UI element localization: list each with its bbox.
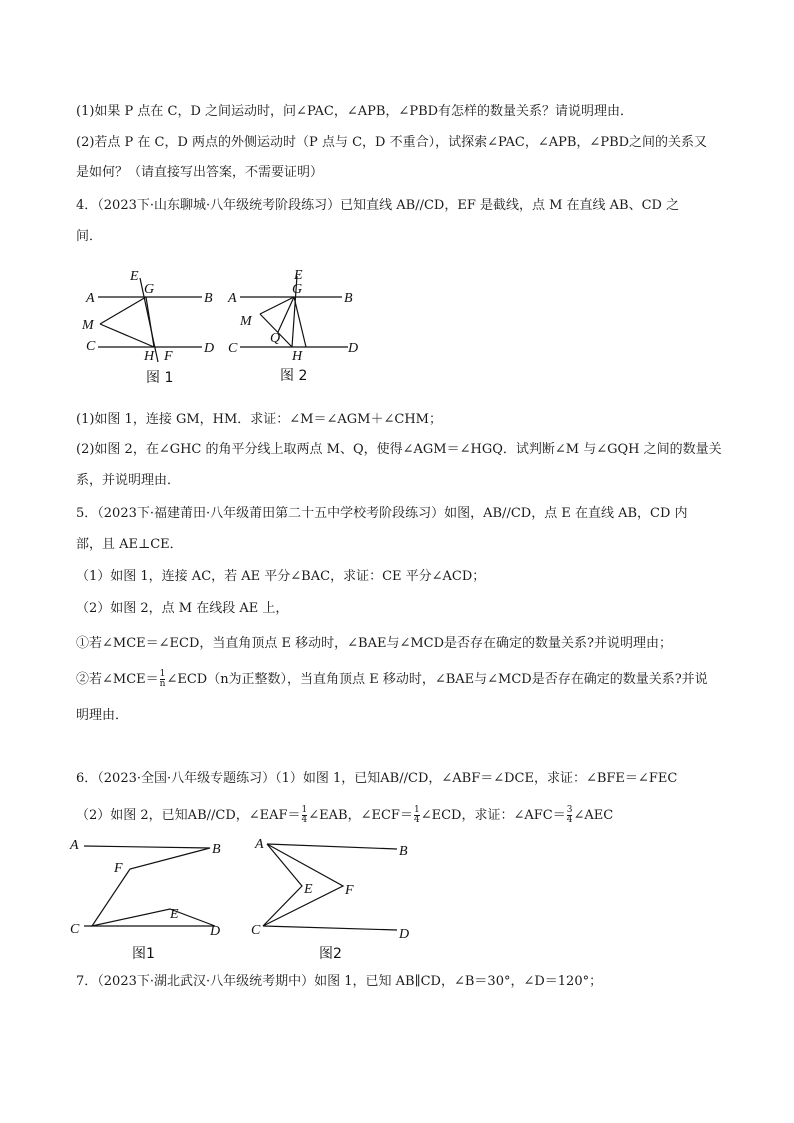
problem4-figure-2	[222, 262, 367, 387]
label-H: H	[144, 349, 155, 364]
problem5-q2: （2）如图 2，点 M 在线段 AE 上，	[76, 601, 289, 616]
segment-MH	[100, 324, 154, 347]
label-C: C	[86, 339, 96, 354]
figure-caption: 图2	[319, 946, 342, 962]
label-E: E	[130, 269, 139, 284]
label-C: C	[228, 341, 238, 356]
label-H: H	[292, 349, 303, 364]
label-D: D	[399, 927, 410, 942]
figure-caption: 图 2	[280, 368, 308, 384]
label-B: B	[344, 291, 353, 306]
problem4-q2-line1: (2)如图 2，在∠GHC 的角平分线上取两点 M、Q，使得∠AGM＝∠HGQ．试判断∠M 与∠GQH 之间的数量关	[76, 442, 722, 457]
problem5-q1: （1）如图 1，连接 AC，若 AE 平分∠BAC，求证：CE 平分∠ACD；	[76, 569, 486, 584]
label-F: F	[164, 349, 173, 364]
label-B: B	[204, 291, 213, 306]
figure-caption: 图 1	[146, 370, 174, 386]
label-A: A	[86, 291, 95, 306]
label-M: M	[82, 318, 94, 333]
label-F: F	[345, 883, 354, 898]
problem3-q2-line1: (2)若点 P 在 C，D 两点的外侧运动时（P 点与 C，D 不重合），试探索∠PAC，∠APB，∠PBD之间的关系又	[76, 135, 708, 150]
segment-GM	[260, 297, 294, 314]
problem5-title-line2: 部，且 AE⊥CE．	[76, 537, 183, 552]
problem7-title: 7．（2023下·湖北武汉·八年级统考期中）如图 1，已知 AB∥CD，∠B＝30°，∠D＝120°；	[76, 974, 603, 989]
label-B: B	[399, 844, 408, 859]
label-E: E	[304, 882, 313, 897]
label-F: F	[114, 861, 123, 876]
problem4-q2-line2: 系，并说明理由．	[76, 473, 181, 488]
label-B: B	[212, 842, 221, 857]
path-AEC	[263, 844, 302, 926]
problem5-q2b-line2: 明理由．	[76, 708, 129, 723]
label-Q: Q	[270, 331, 281, 346]
label-E: E	[294, 268, 303, 283]
problem6-q2: （2）如图 2，已知AB//CD，∠EAF＝ $\frac{1}{4}$ ∠EAB，∠ECF＝ $\frac{1}{4}$ ∠ECD，求证：∠AFC＝ $\frac{3}{4}$ ∠AEC	[76, 805, 614, 825]
label-C: C	[251, 923, 261, 938]
label-D: D	[210, 924, 221, 939]
label-C: C	[70, 922, 80, 937]
label-A: A	[228, 291, 237, 306]
label-E: E	[170, 907, 179, 922]
label-D: D	[348, 341, 359, 356]
line-CD	[263, 926, 397, 930]
label-D: D	[204, 341, 215, 356]
problem4-title-line2: 间．	[76, 229, 103, 244]
problem5-title-line1: 5．（2023下·福建莆田·八年级莆田第二十五中学校考阶段练习）如图，AB//CD，点 E 在直线 AB，CD 内	[76, 506, 688, 521]
line-AB	[267, 844, 397, 849]
problem4-title-line1: 4．（2023下·山东聊城·八年级统考阶段练习）已知直线 AB//CD，EF 是截线，点 M 在直线 AB、CD 之	[76, 198, 680, 213]
problem3-q2-line2: 是如何？（请直接写出答案，不需要证明）	[76, 165, 324, 180]
label-G: G	[292, 282, 303, 297]
label-A: A	[70, 838, 79, 853]
zigzag-path	[84, 846, 215, 926]
label-G: G	[144, 282, 155, 297]
problem6-figure-1	[70, 834, 240, 964]
problem5-q2a: ①若∠MCE＝∠ECD，当直角顶点 E 移动时，∠BAE与∠MCD是否存在确定的数量关系?并说明理由；	[76, 636, 673, 651]
problem4-q1: (1)如图 1，连接 GM，HM．求证：∠M＝∠AGM＋∠CHM；	[76, 412, 442, 427]
segment-GH	[146, 297, 154, 347]
problem4-figure-1	[80, 262, 220, 387]
label-A: A	[255, 837, 264, 852]
problem5-q2b: ②若∠MCE＝ $\frac{1}{n}$ ∠ECD（n为正整数），当直角顶点 E 移动时，∠BAE与∠MCD是否存在确定的数量关系?并说	[76, 669, 708, 689]
label-M: M	[240, 314, 252, 329]
problem6-title: 6．（2023·全国·八年级专题练习）（1）如图 1，已知AB//CD，∠ABF＝∠DCE，求证：∠BFE＝∠FEC	[76, 771, 678, 786]
segment-GQ	[278, 297, 294, 332]
problem6-figure-2	[247, 834, 427, 964]
problem3-q1: (1)如果 P 点在 C，D 之间运动时，问∠PAC，∠APB，∠PBD有怎样的数量关系？请说明理由．	[76, 104, 634, 119]
figure-caption: 图1	[132, 946, 155, 962]
segment-GM	[100, 297, 146, 324]
segment-GH2	[294, 297, 306, 347]
